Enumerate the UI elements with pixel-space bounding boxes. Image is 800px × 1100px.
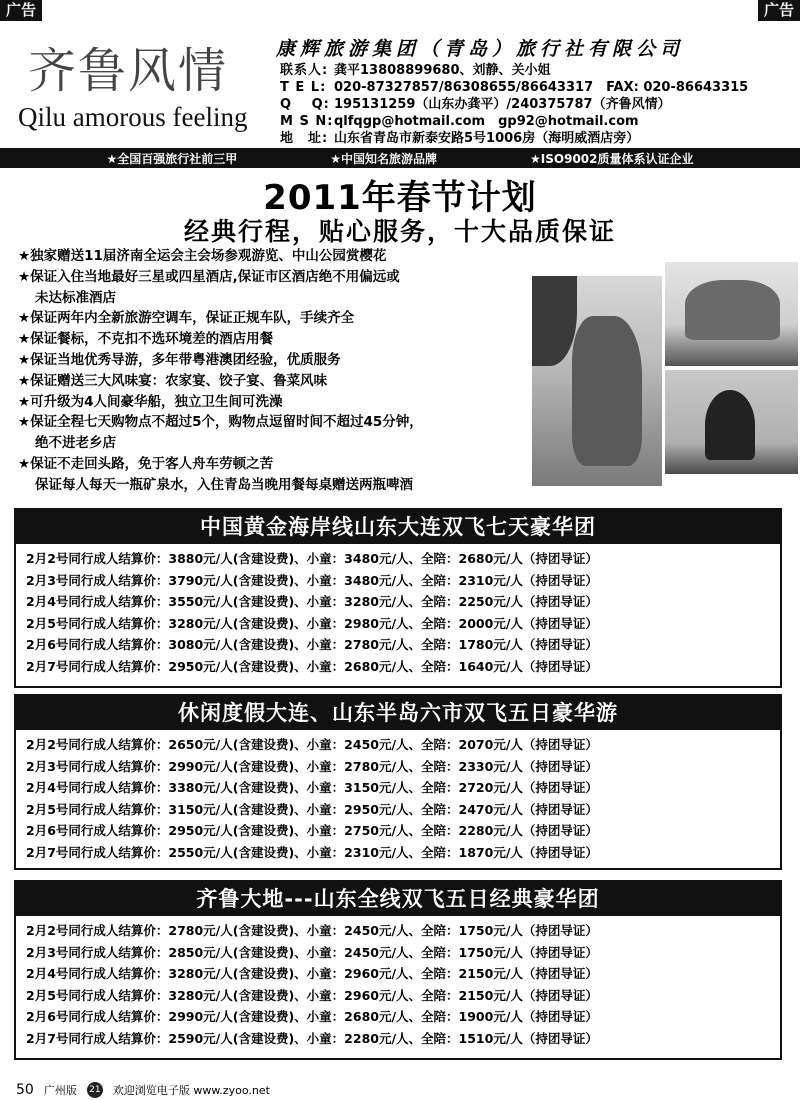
honor-item: ★全国百强旅行社前三甲 [106,151,238,166]
route-title: 休闲度假大连、山东半岛六市双飞五日豪华游 [16,696,780,730]
main-title: 2011年春节计划 [263,178,537,218]
contact-row [280,79,748,96]
feature-item: ★保证不走回头路，免于客人舟车劳顿之苦 [18,455,274,472]
page-footer [16,1082,270,1098]
price-row: 2月7号同行成人结算价：2590元/人(含建设费)、小童：2280元/人、全陪：1510元/人（持团导证） [26,1030,598,1046]
price-row: 2月5号同行成人结算价：3150元/人(含建设费)、小童：2950元/人、全陪：2470元/人（持团导证） [26,801,598,817]
contact-value: 山东省青岛市新泰安路5号1006房（海明威酒店旁） [334,131,640,146]
feature-list [18,246,538,496]
may-fourth-square-photo [665,370,798,474]
price-row: 2月2号同行成人结算价：2780元/人(含建设费)、小童：2450元/人、全陪：1750元/人（持团导证） [26,923,598,938]
contact-value: 龚平13808899680、刘静、关小姐 [334,63,551,78]
contact-row [280,113,748,130]
honor-item: ★ISO9002质量体系认证企业 [530,151,694,166]
route-title: 中国黄金海岸线山东大连双飞七天豪华团 [16,510,780,544]
price-row: 2月3号同行成人结算价：3790元/人(含建设费)、小童：3480元/人、全陪：2310元/人（持团导证） [26,572,598,588]
logo-english: Qilu amorous feeling [18,102,248,132]
contact-label: M S N: [280,114,334,129]
contact-value: qlfqgp@hotmail.com gp92@hotmail.com [334,114,639,129]
price-row: 2月6号同行成人结算价：3080元/人(含建设费)、小童：2780元/人、全陪：1780元/人（持团导证） [26,637,598,652]
price-row: 2月6号同行成人结算价：2990元/人(含建设费)、小童：2680元/人、全陪：1900元/人（持团导证） [26,1009,598,1024]
logo-chinese: 齐鲁风情 [28,43,229,99]
contact-label: T E L: [280,80,327,95]
website-link[interactable]: 欢迎浏览电子版 www.zyoo.net [112,1084,270,1097]
publisher-badge-icon: 21 [87,1082,103,1098]
price-row: 2月5号同行成人结算价：3280元/人(含建设费)、小童：2960元/人、全陪：2150元/人（持团导证） [26,987,598,1003]
contact-value: 195131259（山东办龚平）/240375787（齐鲁风情） [334,97,671,112]
sub-title: 经典行程，贴心服务，十大品质保证 [183,217,616,246]
ad-label-left: 广告 [0,0,42,21]
contact-label: 地 址: [280,131,329,146]
feature-item: ★保证赠送三大风味宴：农家宴、饺子宴、鲁菜风味 [18,372,328,389]
price-list [16,544,780,679]
price-row: 2月6号同行成人结算价：2950元/人(含建设费)、小童：2750元/人、全陪：2280元/人（持团导证） [26,823,598,838]
stone-shape [572,316,642,466]
feature-item: ★保证两年内全新旅游空调车，保证正规车队，手续齐全 [18,310,355,327]
spiral-sculpture-shape [705,390,755,460]
edition-label: 广州版 [43,1084,77,1097]
contact-row [280,62,748,79]
contact-row [280,96,748,113]
feature-item: ★独家赠送11届济南全运会主会场参观游览、中山公园赏樱花 [18,248,387,264]
price-list [16,730,780,865]
feature-item-continuation: 保证每人每天一瓶矿泉水，入住青岛当晚用餐每桌赠送两瓶啤酒 [35,476,413,493]
honor-item: ★中国知名旅游品牌 [330,151,438,166]
feature-item: ★可升级为4人间豪华船，独立卫生间可洗澡 [18,393,283,410]
feature-item-continuation: 未达标准酒店 [35,289,116,306]
tree-shape [532,276,577,366]
price-row: 2月4号同行成人结算价：3550元/人(含建设费)、小童：3280元/人、全陪：2250元/人（持团导证） [26,594,598,609]
advert-header [0,22,800,148]
price-row: 2月3号同行成人结算价：2990元/人(含建设费)、小童：2780元/人、全陪：2330元/人（持团导证） [26,758,598,774]
price-row: 2月7号同行成人结算价：2950元/人(含建设费)、小童：2680元/人、全陪：1640元/人（持团导证） [26,658,598,674]
route-box [14,694,782,870]
price-row: 2月4号同行成人结算价：3280元/人(含建设费)、小童：2960元/人、全陪：2150元/人（持团导证） [26,966,598,981]
rock-inscription-photo [532,276,662,486]
price-row: 2月2号同行成人结算价：3880元/人(含建设费)、小童：3480元/人、全陪：2680元/人（持团导证） [26,551,598,566]
route-title: 齐鲁大地---山东全线双飞五日经典豪华团 [16,882,780,916]
price-row: 2月4号同行成人结算价：3380元/人(含建设费)、小童：3150元/人、全陪：2720元/人（持团导证） [26,780,598,795]
contact-value: 020-87327857/86308655/86643317 FAX: 020-86643315 [334,80,749,95]
route-box [14,880,782,1060]
page-number: 50 [16,1082,34,1098]
contact-row [280,130,748,147]
feature-item: ★保证当地优秀导游，多年带粤港澳团经验，优质服务 [18,351,341,368]
price-row: 2月5号同行成人结算价：3280元/人(含建设费)、小童：2980元/人、全陪：2000元/人（持团导证） [26,615,598,631]
route-box [14,508,782,688]
contact-label: 联系人: [280,63,329,78]
feature-item-continuation: 绝不进老乡店 [35,435,116,452]
sculpture-photo [665,262,798,366]
price-row: 2月2号同行成人结算价：2650元/人(含建设费)、小童：2450元/人、全陪：2070元/人（持团导证） [26,737,598,752]
company-name: 康辉旅游集团（青岛）旅行社有限公司 [276,38,685,60]
price-row: 2月7号同行成人结算价：2550元/人(含建设费)、小童：2310元/人、全陪：1870元/人（持团导证） [26,844,598,860]
feature-item: ★保证全程七天购物点不超过5个，购物点逗留时间不超过45分钟， [18,414,423,431]
feature-item: ★保证餐标，不克扣不选环境差的酒店用餐 [18,331,274,348]
price-row: 2月3号同行成人结算价：2850元/人(含建设费)、小童：2450元/人、全陪：1750元/人（持团导证） [26,944,598,960]
ad-label-right: 广告 [758,0,800,21]
honor-bar [0,148,800,168]
price-list [16,916,780,1051]
sculpture-shape [685,280,780,340]
contact-label: Q Q: [280,97,330,112]
contact-block [280,62,748,147]
feature-item: ★保证入住当地最好三星或四星酒店,保证市区酒店绝不用偏远或 [18,268,400,285]
